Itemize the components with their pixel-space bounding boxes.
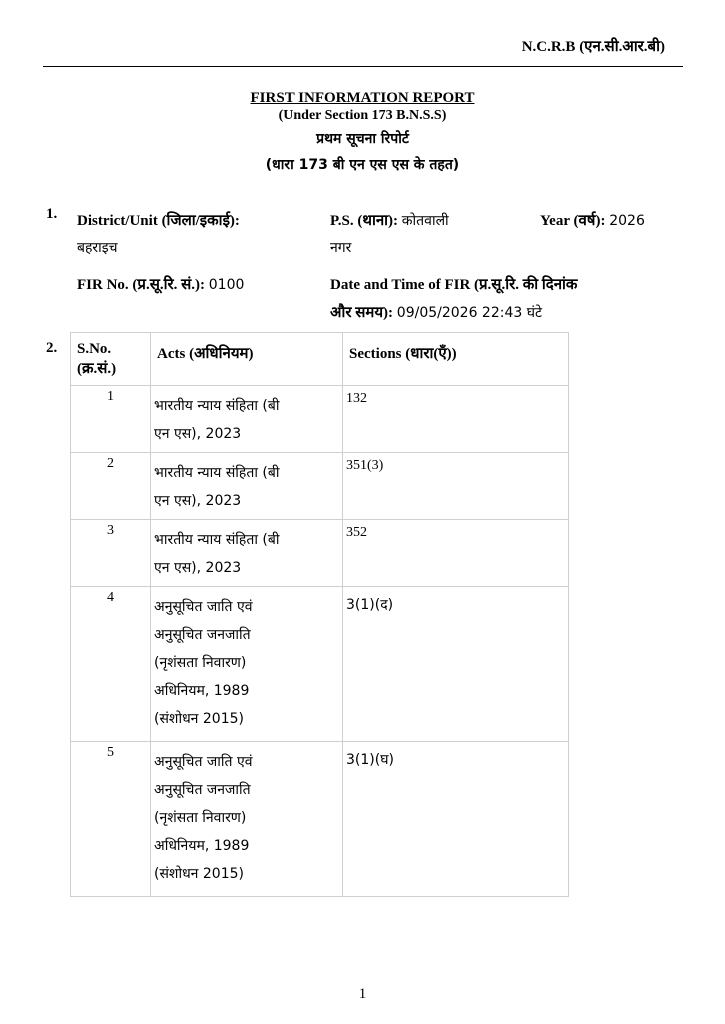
table-row [71, 520, 569, 587]
act-line: भारतीय न्याय संहिता (बी [154, 532, 280, 548]
year-field [540, 210, 645, 230]
row-sno: 3 [71, 520, 151, 587]
sno-header [71, 333, 151, 386]
page-number: 1 [358, 986, 367, 1002]
table-row [71, 453, 569, 520]
table-header-row [71, 333, 569, 386]
row-sno: 4 [71, 587, 151, 742]
row-sno: 1 [71, 386, 151, 453]
row-section: 3(1)(द) [343, 587, 569, 742]
police-station-field [330, 210, 449, 230]
section-2-number: 2. [46, 340, 58, 356]
act-line: (नृशंसता निवारण) [154, 810, 247, 826]
fir-datetime-label: Date and Time of FIR (प्र.सू.रि. की दिनांक [330, 277, 578, 293]
report-title: FIRST INFORMATION REPORT [250, 90, 475, 106]
police-station-value: कोतवाली [401, 213, 449, 229]
act-line: अधिनियम, 1989 [154, 838, 250, 854]
act-line: अधिनियम, 1989 [154, 683, 250, 699]
acts-header [151, 333, 343, 386]
row-act [151, 587, 343, 742]
act-line: एन एस), 2023 [154, 426, 242, 442]
sections-header-label: Sections (धारा(एँ)) [349, 346, 457, 362]
police-station-value-line2: नगर [330, 240, 352, 256]
act-line: (नृशंसता निवारण) [154, 655, 247, 671]
row-sno: 5 [71, 742, 151, 897]
sections-header [343, 333, 569, 386]
row-section: 3(1)(घ) [343, 742, 569, 897]
sno-header-label: S.No. [77, 341, 112, 357]
act-line: अनुसूचित जनजाति [154, 782, 251, 798]
act-line: (संशोधन 2015) [154, 711, 244, 727]
report-subtitle: (Under Section 173 B.N.S.S) [278, 108, 447, 123]
year-value: 2026 [609, 213, 645, 229]
act-line: भारतीय न्याय संहिता (बी [154, 465, 280, 481]
table-row [71, 742, 569, 897]
act-line: भारतीय न्याय संहिता (बी [154, 398, 280, 414]
row-section: 132 [343, 386, 569, 453]
acts-header-label: Acts (अधिनियम) [157, 346, 254, 362]
act-line: अनुसूचित जाति एवं [154, 754, 253, 770]
act-line: एन एस), 2023 [154, 493, 242, 509]
year-label: Year (वर्ष): [540, 213, 606, 229]
fir-number-label: FIR No. (प्र.सू.रि. सं.): [77, 277, 205, 293]
row-act [151, 386, 343, 453]
act-line: अनुसूचित जाति एवं [154, 599, 253, 615]
police-station-label: P.S. (थाना): [330, 213, 399, 229]
district-label: District/Unit (जिला/इकाई): [77, 213, 240, 229]
row-section: 352 [343, 520, 569, 587]
table-row [71, 587, 569, 742]
fir-datetime-label-line2: और समय): [330, 305, 394, 321]
fir-datetime-field [330, 302, 542, 322]
fir-datetime-value: 09/05/2026 22:43 घंटे [396, 305, 543, 321]
sno-header-label-hindi: (क्र.सं.) [77, 361, 117, 377]
acts-sections-table [70, 332, 569, 897]
fir-number-value: 0100 [208, 277, 245, 293]
row-act [151, 520, 343, 587]
table-row [71, 386, 569, 453]
fir-number-field [77, 274, 244, 294]
row-act [151, 453, 343, 520]
act-line: अनुसूचित जनजाति [154, 627, 251, 643]
ncrb-header: N.C.R.B (एन.सी.आर.बी) [521, 39, 665, 55]
row-sno: 2 [71, 453, 151, 520]
report-title-block [0, 90, 725, 178]
row-section: 351(3) [343, 453, 569, 520]
section-1-number: 1. [46, 206, 58, 222]
report-title-hindi: प्रथम सूचना रिपोर्ट [316, 131, 409, 147]
district-value: बहराइच [77, 240, 118, 256]
row-act [151, 742, 343, 897]
act-line: एन एस), 2023 [154, 560, 242, 576]
act-line: (संशोधन 2015) [154, 866, 244, 882]
report-subtitle-hindi: (धारा 173 बी एन एस एस के तहत) [265, 157, 460, 173]
header-rule [43, 66, 683, 67]
